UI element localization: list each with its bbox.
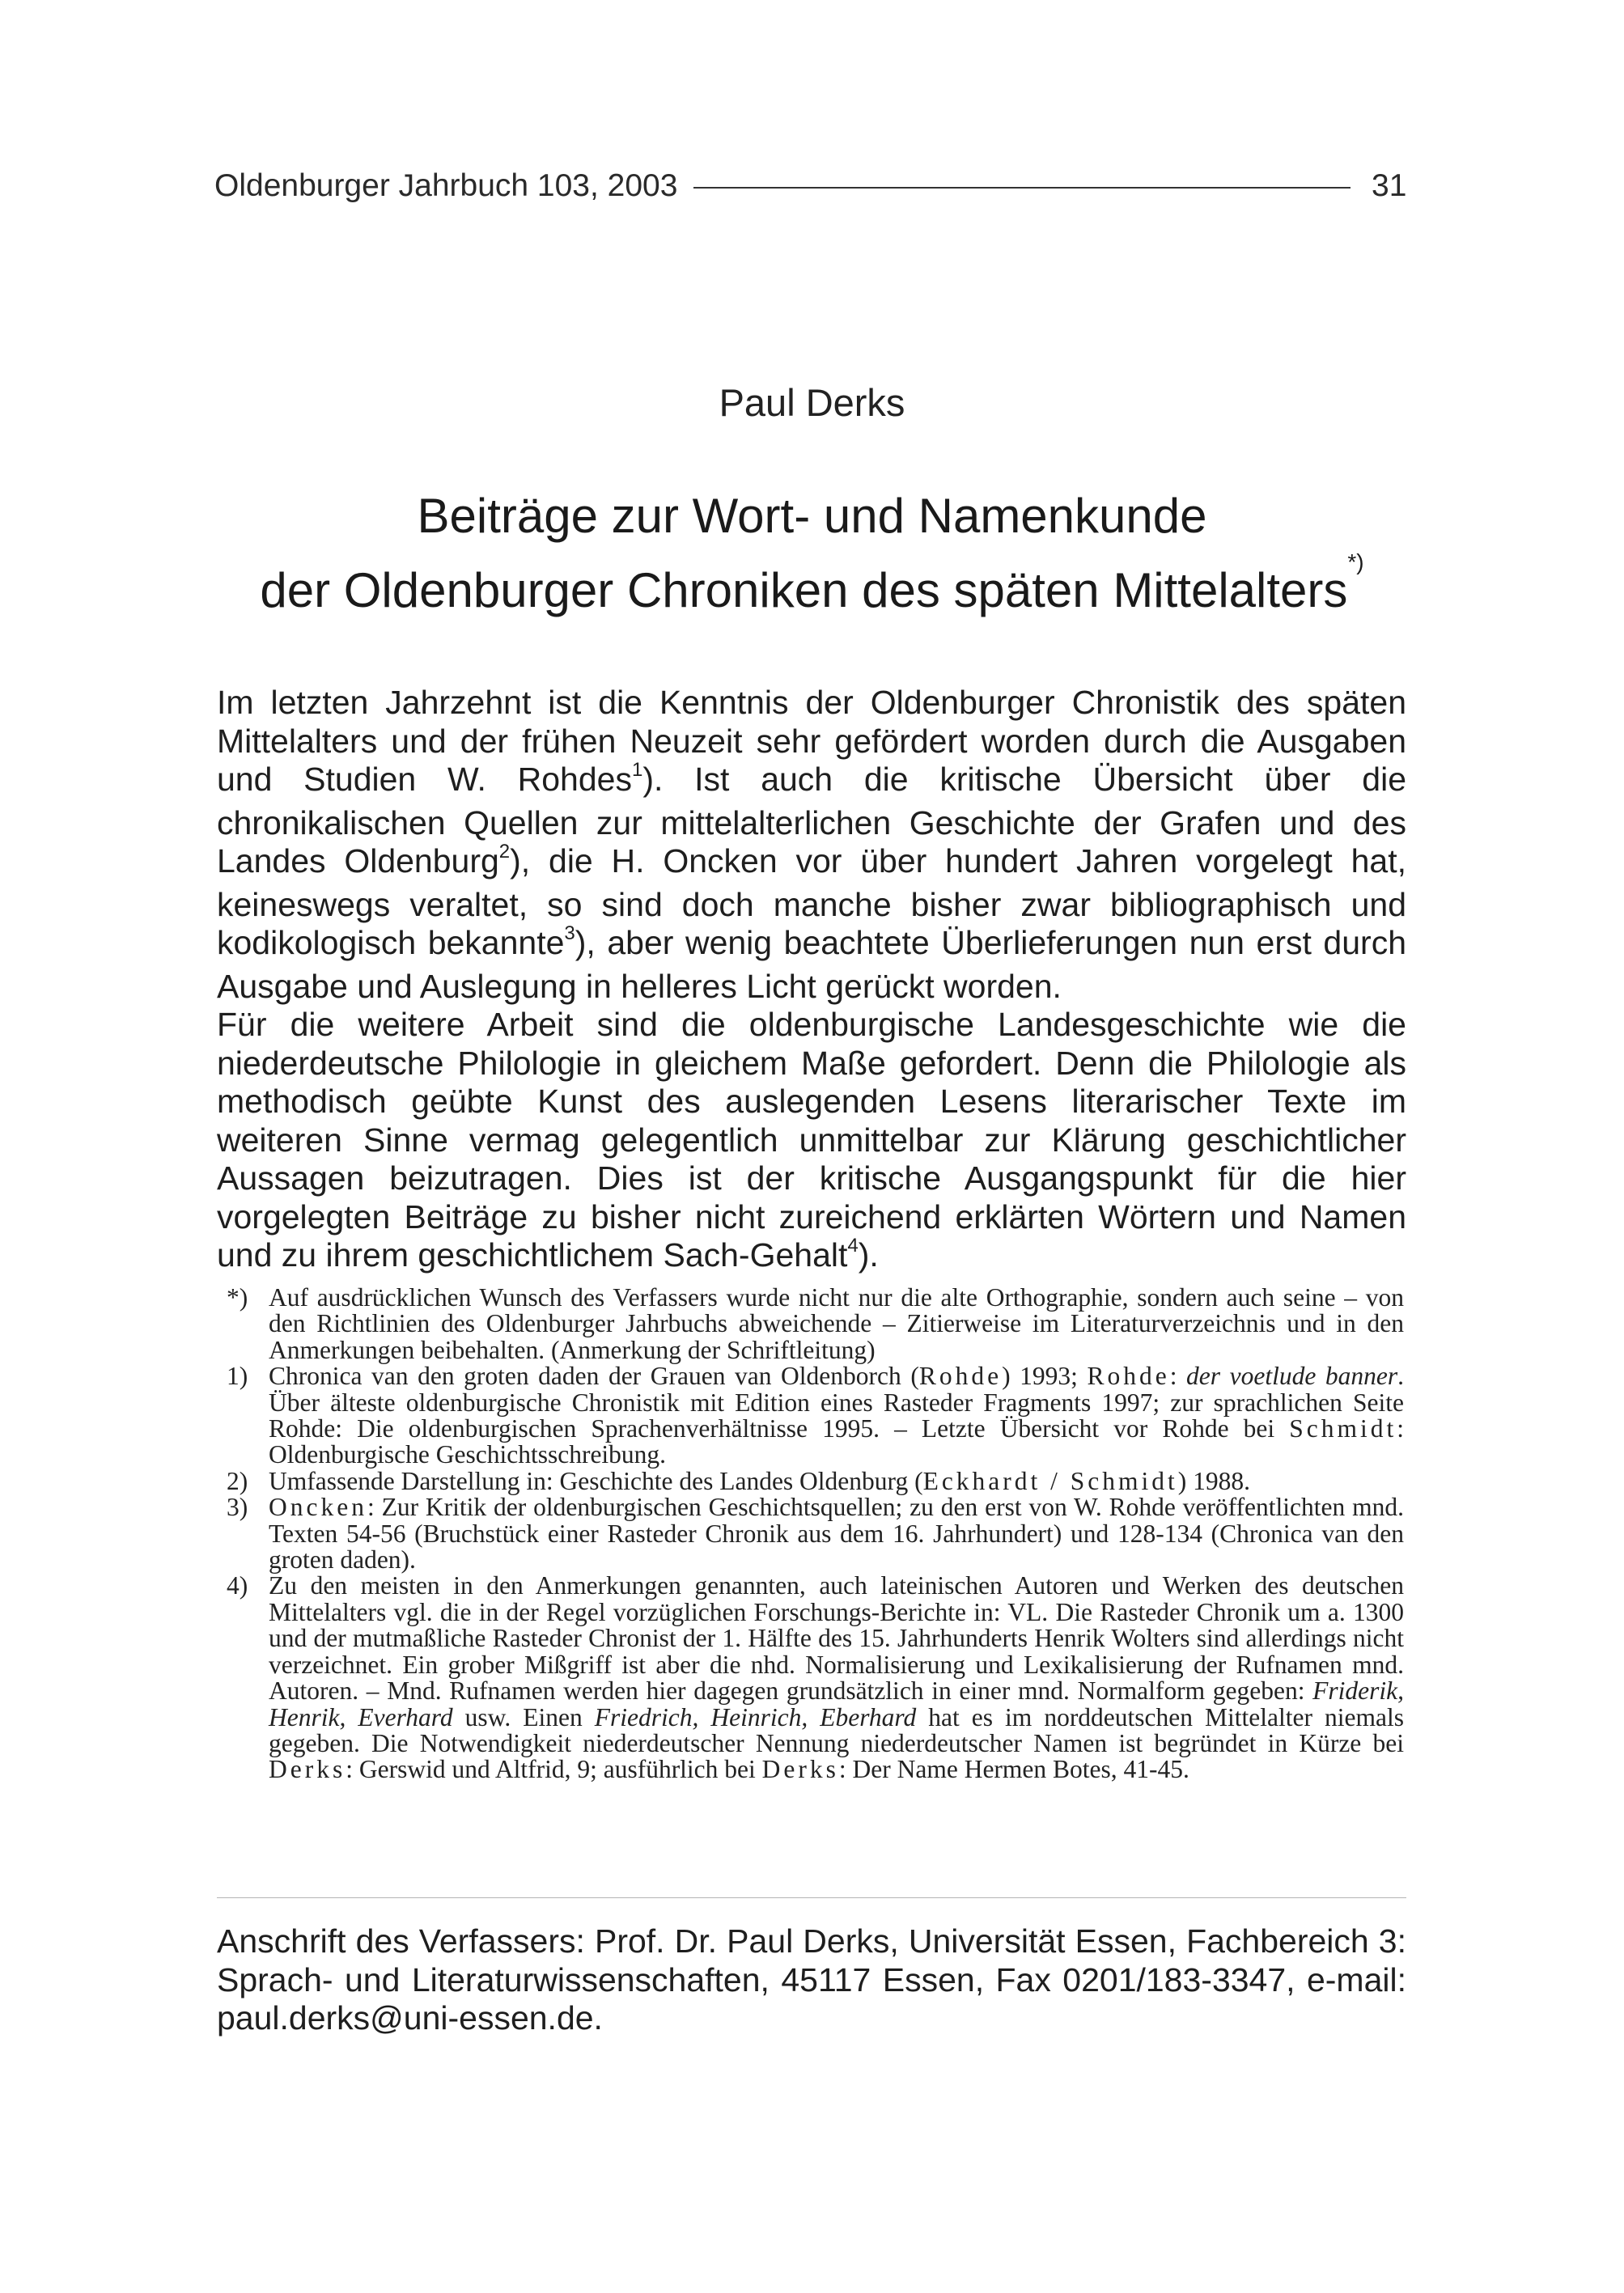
footnote-ref-2[interactable]: 2 — [498, 841, 511, 863]
paragraph-1-text-a: Im letzten Jahrzehnt ist die Kenntnis der Oldenburger Chronistik des späten Mittelalters und der frühen Neuzeit sehr gefördert worden durch die Ausgaben und Studien W. Rohdes — [217, 684, 1406, 798]
header-rule — [693, 187, 1351, 189]
footnote-2 — [227, 1466, 1404, 1495]
footnote-1-text: : Oldenburgische Geschichtsschreibung. — [269, 1414, 1404, 1469]
author-name-spaced: Eckhardt / Schmidt — [922, 1466, 1178, 1495]
names-italic: Friderik, Henrik, Everhard — [269, 1676, 1404, 1731]
author-name-spaced: Rohde — [918, 1362, 1003, 1391]
footnote-4-text: : Gerswid und Altfrid, 9; ausführlich bei — [346, 1755, 762, 1784]
footnote-star — [227, 1285, 1404, 1363]
footnote-mark: 1) — [227, 1362, 248, 1391]
paragraph-1-text-c: ), die H. Oncken vor über hundert Jahren vorgelegt hat, keineswegs veraltet, so sind doch manche bisher zwar bibliographisch und kodikologisch bekannte — [217, 842, 1406, 961]
footnote-1-text: . Über älteste oldenburgische Chronistik mit Edition eines Rasteder Fragments 1997; zur sprachlichen Seite Rohde: Die oldenburgischen Sprachenverhältnisse 1995. – Letzte Übersicht vor Rohde bei — [269, 1362, 1404, 1443]
paragraph-1 — [217, 684, 1406, 1006]
footnote-ref-4[interactable]: 4 — [847, 1235, 859, 1257]
page-number: 31 — [1372, 168, 1407, 203]
footnote-1-text: Chronica van den groten daden der Grauen van Oldenborch ( — [269, 1362, 919, 1391]
footnote-1-text: ) 1993; — [1002, 1362, 1088, 1391]
footnote-text — [269, 1466, 1404, 1495]
author-name-spaced: Rohde — [1087, 1362, 1170, 1391]
journal-citation: Oldenburger Jahrbuch 103, 2003 — [214, 168, 678, 203]
footnote-mark: 4) — [227, 1571, 248, 1600]
footnote-1 — [227, 1363, 1404, 1469]
author-address: Anschrift des Verfassers: Prof. Dr. Paul Derks, Universität Essen, Fachbereich 3: Sprach- und Literaturwissenschaften, 45117 Essen, Fax 0201/183-3347, e-mail: paul.derks@uni-essen.de. — [217, 1922, 1406, 2037]
footnote-text: Auf ausdrücklichen Wunsch des Verfassers wurde nicht nur die alte Orthographie, sondern auch seine – von den Richtlinien des Oldenburger Jahrbuchs abweichende – Zitierweise im Literaturverzeichnis und in den Anmerkungen beibehalten. (Anmerkung der Schriftleitung) — [269, 1283, 1404, 1364]
work-title-italic: der voetlude banner — [1186, 1362, 1398, 1391]
footnote-1-text: : — [1169, 1362, 1187, 1391]
title-line-2-text: der Oldenburger Chroniken des späten Mittelalters — [260, 563, 1348, 617]
author-name-spaced: Oncken — [269, 1493, 367, 1522]
author-name-spaced: Derks — [269, 1755, 346, 1784]
title-line-1: Beiträge zur Wort- und Namenkunde — [417, 489, 1207, 543]
footnote-3-text: : Zur Kritik der oldenburgischen Geschichtsquellen; zu den erst von W. Rohde veröffentlichten mnd. Texten 54-56 (Bruchstück einer Rasteder Chronik aus dem 16. Jahrhundert) und 128-134 (Chronica van den groten daden). — [269, 1493, 1404, 1575]
footnote-text — [269, 1363, 1404, 1469]
footnote-4-text: hat es im norddeutschen Mittelalter niemals gegeben. Die Notwendigkeit niederdeutscher Nennung niederdeutscher Namen ist begründet in Kürze bei — [269, 1702, 1404, 1757]
paragraph-1-text-d: ), aber wenig beachtete Überlieferungen nun erst durch Ausgabe und Auslegung in helleres Licht gerückt worden. — [217, 924, 1406, 1005]
title-line-2 — [0, 546, 1624, 621]
title-footnote-mark: *) — [1347, 549, 1364, 574]
article-body — [217, 684, 1406, 1280]
names-italic: Friedrich, Heinrich, Eberhard — [594, 1702, 917, 1731]
address-divider — [217, 1897, 1406, 1898]
paragraph-1-text-b: ). Ist auch die kritische Übersicht über die chronikalischen Quellen zur mittelalterlichen Geschichte der Grafen und des Landes Oldenburg — [217, 761, 1407, 879]
footnote-ref-1[interactable]: 1 — [631, 759, 643, 781]
article-author: Paul Derks — [719, 381, 905, 424]
footnote-2-text: Umfassende Darstellung in: Geschichte des Landes Oldenburg ( — [269, 1466, 923, 1495]
footnote-text — [269, 1573, 1404, 1782]
article-title — [0, 485, 1624, 621]
footnote-text — [269, 1494, 1404, 1573]
footnote-mark: 2) — [227, 1466, 248, 1495]
footnote-ref-3[interactable]: 3 — [564, 922, 575, 944]
author-name-spaced: Derks — [761, 1755, 839, 1784]
footnote-3 — [227, 1494, 1404, 1573]
footnote-2-text: ) 1988. — [1177, 1466, 1251, 1495]
footnote-4-text: Zu den meisten in den Anmerkungen genannten, auch lateinischen Autoren und Werken des deutschen Mittelalters vgl. die in der Regel vorzüglichen Forschungs-Berichte in: VL. Die Rasteder Chronik um a. 1300 und der mutmaßliche Rasteder Chronist der 1. Hälfte des 15. Jahrhunderts Henrik Wolters sind allerdings nicht verzeichnet. Ein grober Mißgriff ist aber die nhd. Normalisierung und Lexikalisierung der Rufnamen mnd. Autoren. – Mnd. Rufnamen werden hier dagegen grundsätzlich in einer mnd. Normalform gegeben: — [269, 1571, 1404, 1706]
footnote-mark: *) — [227, 1283, 248, 1312]
footnote-4 — [227, 1573, 1404, 1782]
paragraph-2-text-b: ). — [858, 1236, 879, 1274]
paragraph-2 — [217, 1006, 1406, 1280]
footnote-mark: 3) — [227, 1493, 248, 1522]
footnotes — [227, 1285, 1404, 1783]
running-header — [214, 167, 1407, 206]
footnote-4-text: : Der Name Hermen Botes, 41-45. — [838, 1755, 1189, 1784]
paragraph-2-text-a: Für die weitere Arbeit sind die oldenburgische Landesgeschichte wie die niederdeutsche Philologie in gleichem Maße gefordert. Denn die Philologie als methodisch geübte Kunst des auslegenden Lesens literarischer Texte im weiteren Sinne vermag gelegentlich unmittelbar zur Klärung geschichtlicher Aussagen beizutragen. Dies ist der kritische Ausgangspunkt für die hier vorgelegten Beiträge zu bisher nicht zureichend erklärten Wörtern und Namen und zu ihrem geschichtlichem Sach-Gehalt — [217, 1006, 1406, 1274]
footnote-4-text: usw. Einen — [452, 1702, 595, 1731]
author-name-spaced: Schmidt — [1289, 1414, 1397, 1443]
